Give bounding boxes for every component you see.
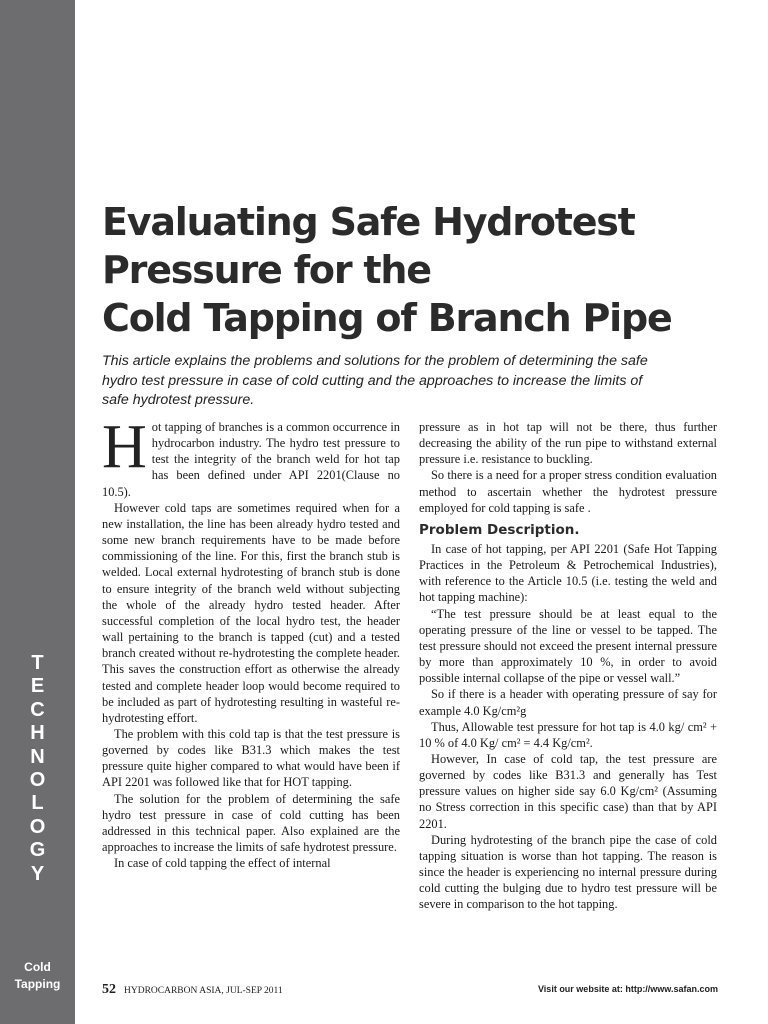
section-letter: G [29, 839, 46, 862]
paragraph: In case of hot tapping, per API 2201 (Safe Hot Tapping Practices in the Petroleum & Petrochemical Industries), with reference to the Article 10.5 (i.e. testing the weld and hot tapping machine): [419, 541, 717, 605]
paragraph: However cold taps are sometimes required when for a new installation, the line has been already hydro tested and some new branch requirements have to be made before commissioning of the line. For this, first the branch stub is welded. Local external hydrotesting of branch stub is done to ensure integrity of the branch weld without subjecting the whole of the already hydro tested header. After successful completion of the local hydro test, the header wall pertaining to the branch is tapped (cut) and a tested branch created without re-hydrotesting the complete header. This saves the construction effort as otherwise the already tested and complete header loop would become required to be included as part of hydrotesting resulting in wasteful re-hydrotesting effort. [102, 500, 400, 725]
article-title [102, 198, 742, 342]
subsection-label [0, 959, 75, 993]
section-letter: O [29, 769, 46, 792]
section-letter: Y [30, 862, 45, 885]
title-line: Cold Tapping of Branch Pipe [102, 296, 672, 340]
publication-info: HYDROCARBON ASIA, JUL-SEP 2011 [124, 986, 283, 996]
paragraph: Thus, Allowable test pressure for hot tap is 4.0 kg/ cm² + 10 % of 4.0 Kg/ cm² = 4.4 Kg/cm². [419, 719, 717, 750]
paragraph [102, 413, 400, 500]
paragraph: The problem with this cold tap is that the test pressure is governed by codes like B31.3 which makes the test pressure quite higher compared to what would have been if API 2201 was followed like that for HOT tapping. [102, 726, 400, 790]
section-letter: H [30, 722, 45, 745]
paragraph: pressure as in hot tap will not be there, thus further decreasing the ability of the run pipe to withstand external pressure i.e. resistance to buckling. [419, 420, 717, 467]
page-number: 52 [102, 982, 116, 997]
paragraph: During hydrotesting of the branch pipe the case of cold tapping situation is worse than hot tapping. The reason is since the header is experiencing no internal pressure during cold cutting the bulging due to hydro test pressure will be severe in comparison to the hot tapping. [419, 832, 717, 912]
title-line: Evaluating Safe Hydrotest [102, 200, 635, 244]
body-column-left [102, 413, 400, 871]
subsection-line: Tapping [14, 977, 61, 991]
paragraph: In case of cold tapping the effect of internal [114, 856, 331, 871]
drop-cap: H [102, 413, 147, 481]
section-letter: T [31, 652, 44, 674]
paragraph: So if there is a header with operating pressure of say for example 4.0 Kg/cm²g [419, 687, 717, 718]
paragraph: However, In case of cold tap, the test pressure are governed by codes like B31.3 and generally has Test pressure values on higher side say 6.0 Kg/cm² (Assuming no Stress correction in this specific case) than that by API 2201. [419, 751, 717, 831]
page-footer [102, 982, 283, 998]
section-letter: O [29, 815, 46, 838]
subsection-line: Cold [24, 960, 51, 974]
paragraph: The solution for the problem of determining the safe hydro test pressure in case of cold cutting has been addressed in this technical paper. Also explained are the approaches to increase the limits of safe hydrotest pressure. [102, 791, 400, 855]
section-label-technology [0, 652, 75, 886]
section-sidebar [0, 0, 75, 1024]
article-lead: This article explains the problems and solutions for the problem of determining the safe hydro test pressure in case of cold cutting and the approaches to increase the limits of safe hydrotest pressure. [102, 353, 648, 408]
paragraph-text: ot tapping of branches is a common occurrence in hydrocarbon industry. The hydro test pressure to test the integrity of the branch weld for hot tap has been defined under API 2201(Clause no 10.5). [102, 420, 400, 499]
section-letter: C [30, 698, 45, 721]
section-heading: Problem Description. [419, 521, 580, 538]
paragraph: “The test pressure should be at least equal to the operating pressure of the line or vessel to be tapped. The test pressure should not exceed the present internal pressure by more than approximately 10 %, in order to avoid possible internal collapse of the pipe or vessel wall.” [419, 606, 717, 686]
title-line: Pressure for the [102, 248, 431, 292]
section-letter: E [30, 675, 45, 698]
section-letter: L [31, 792, 44, 815]
body-column-right [419, 419, 717, 913]
website-link[interactable]: Visit our website at: http://www.safan.com [537, 984, 718, 994]
paragraph: So there is a need for a proper stress condition evaluation method to ascertain whether the hydrotest pressure employed for cold tapping is safe . [419, 468, 717, 515]
section-letter: N [30, 745, 45, 768]
